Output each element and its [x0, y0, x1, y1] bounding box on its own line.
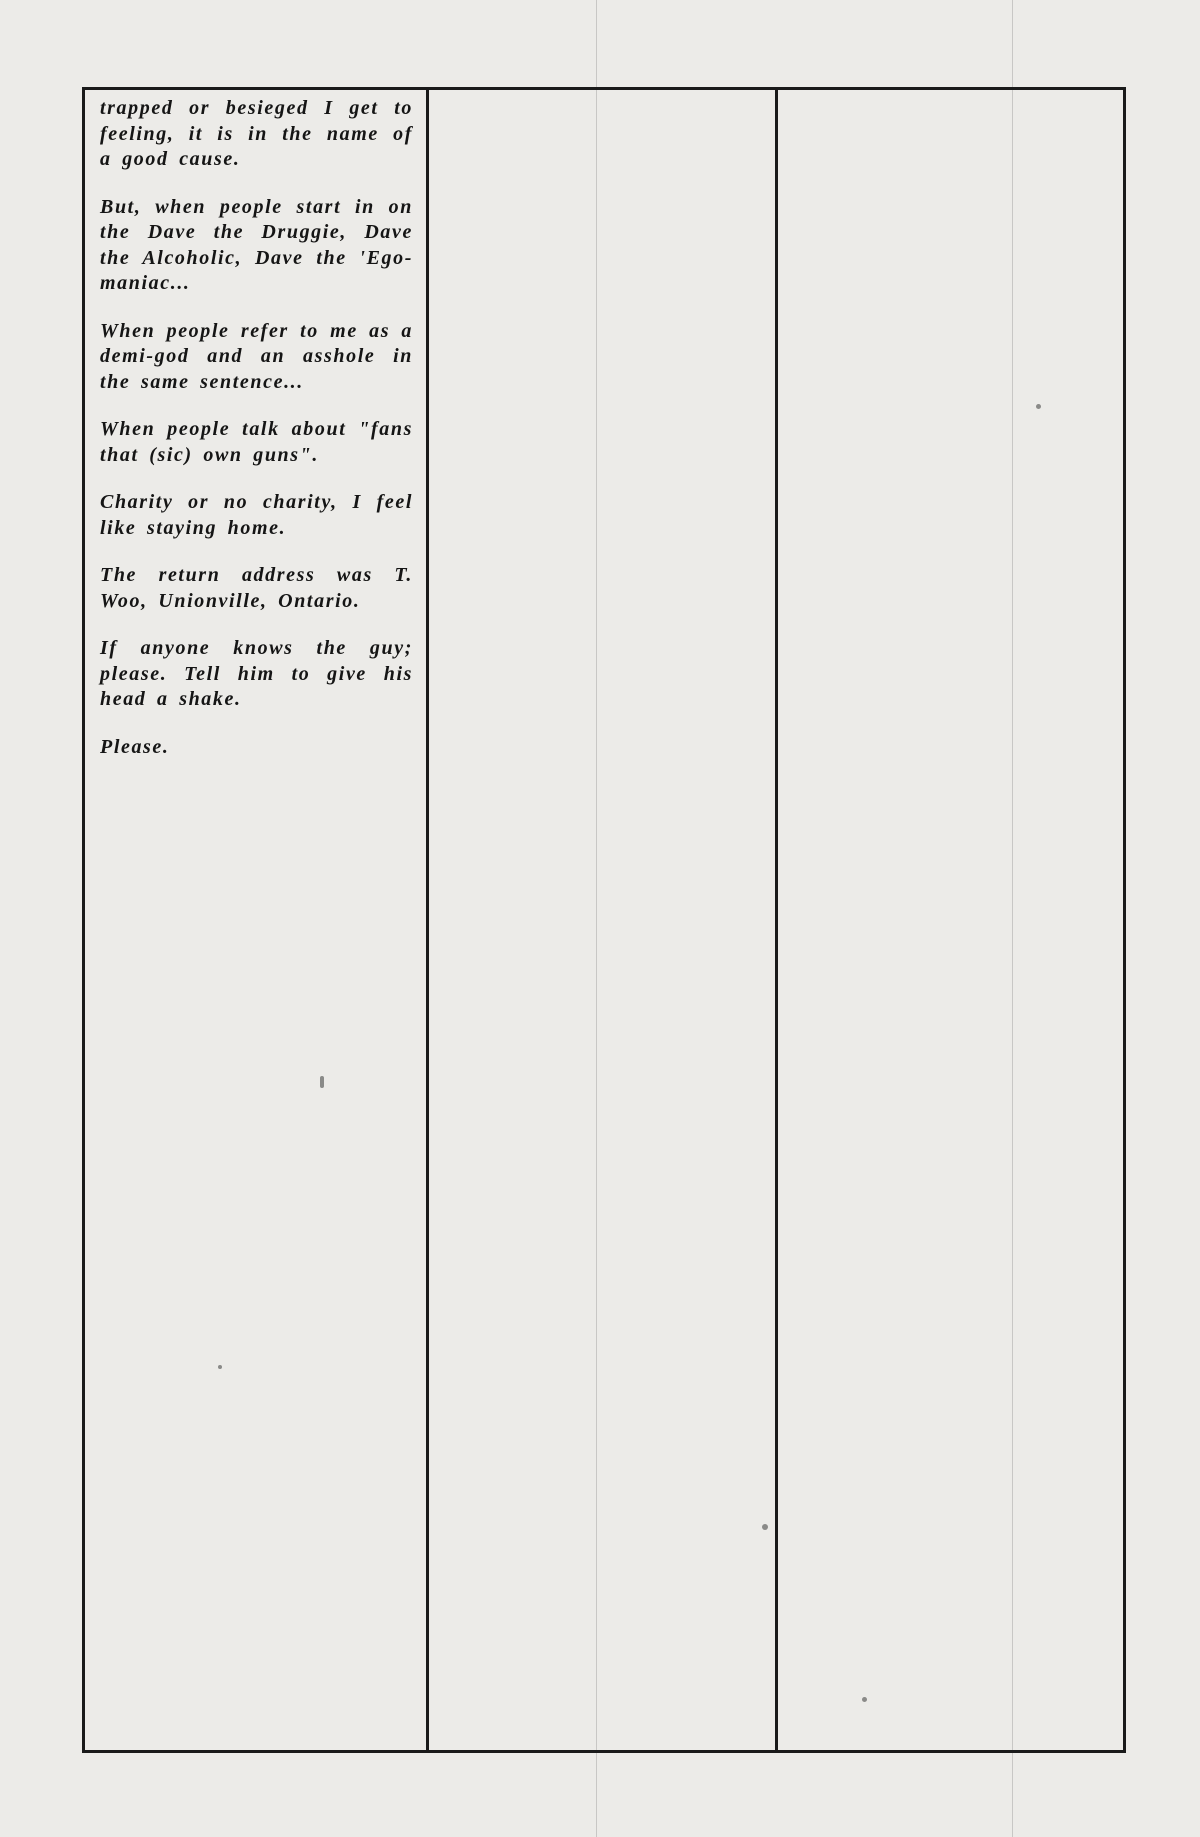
paragraph: Charity or no charity, I feel like staying home.: [100, 491, 413, 539]
text-column: [85, 90, 429, 1750]
paragraph: Please.: [100, 735, 170, 758]
three-column-page-frame: [82, 87, 1126, 1753]
empty-column-middle: [429, 90, 778, 1750]
paragraph: But, when people start in on the Dave the Druggie, Dave the Alcoholic, Dave the 'Ego-maniac...: [100, 195, 413, 294]
paragraph: trapped or besieged I get to feeling, it is in the name of a good cause.: [100, 97, 413, 170]
paragraph: If anyone knows the guy; please. Tell him to give his head a shake.: [100, 637, 413, 710]
empty-column-right: [778, 90, 1123, 1750]
paragraph: When people talk about "fans that (sic) own guns".: [100, 418, 413, 466]
paragraph: When people refer to me as a demi-god and an asshole in the same sentence...: [100, 319, 413, 393]
paragraph: The return address was T. Woo, Unionville, Ontario.: [100, 564, 413, 612]
